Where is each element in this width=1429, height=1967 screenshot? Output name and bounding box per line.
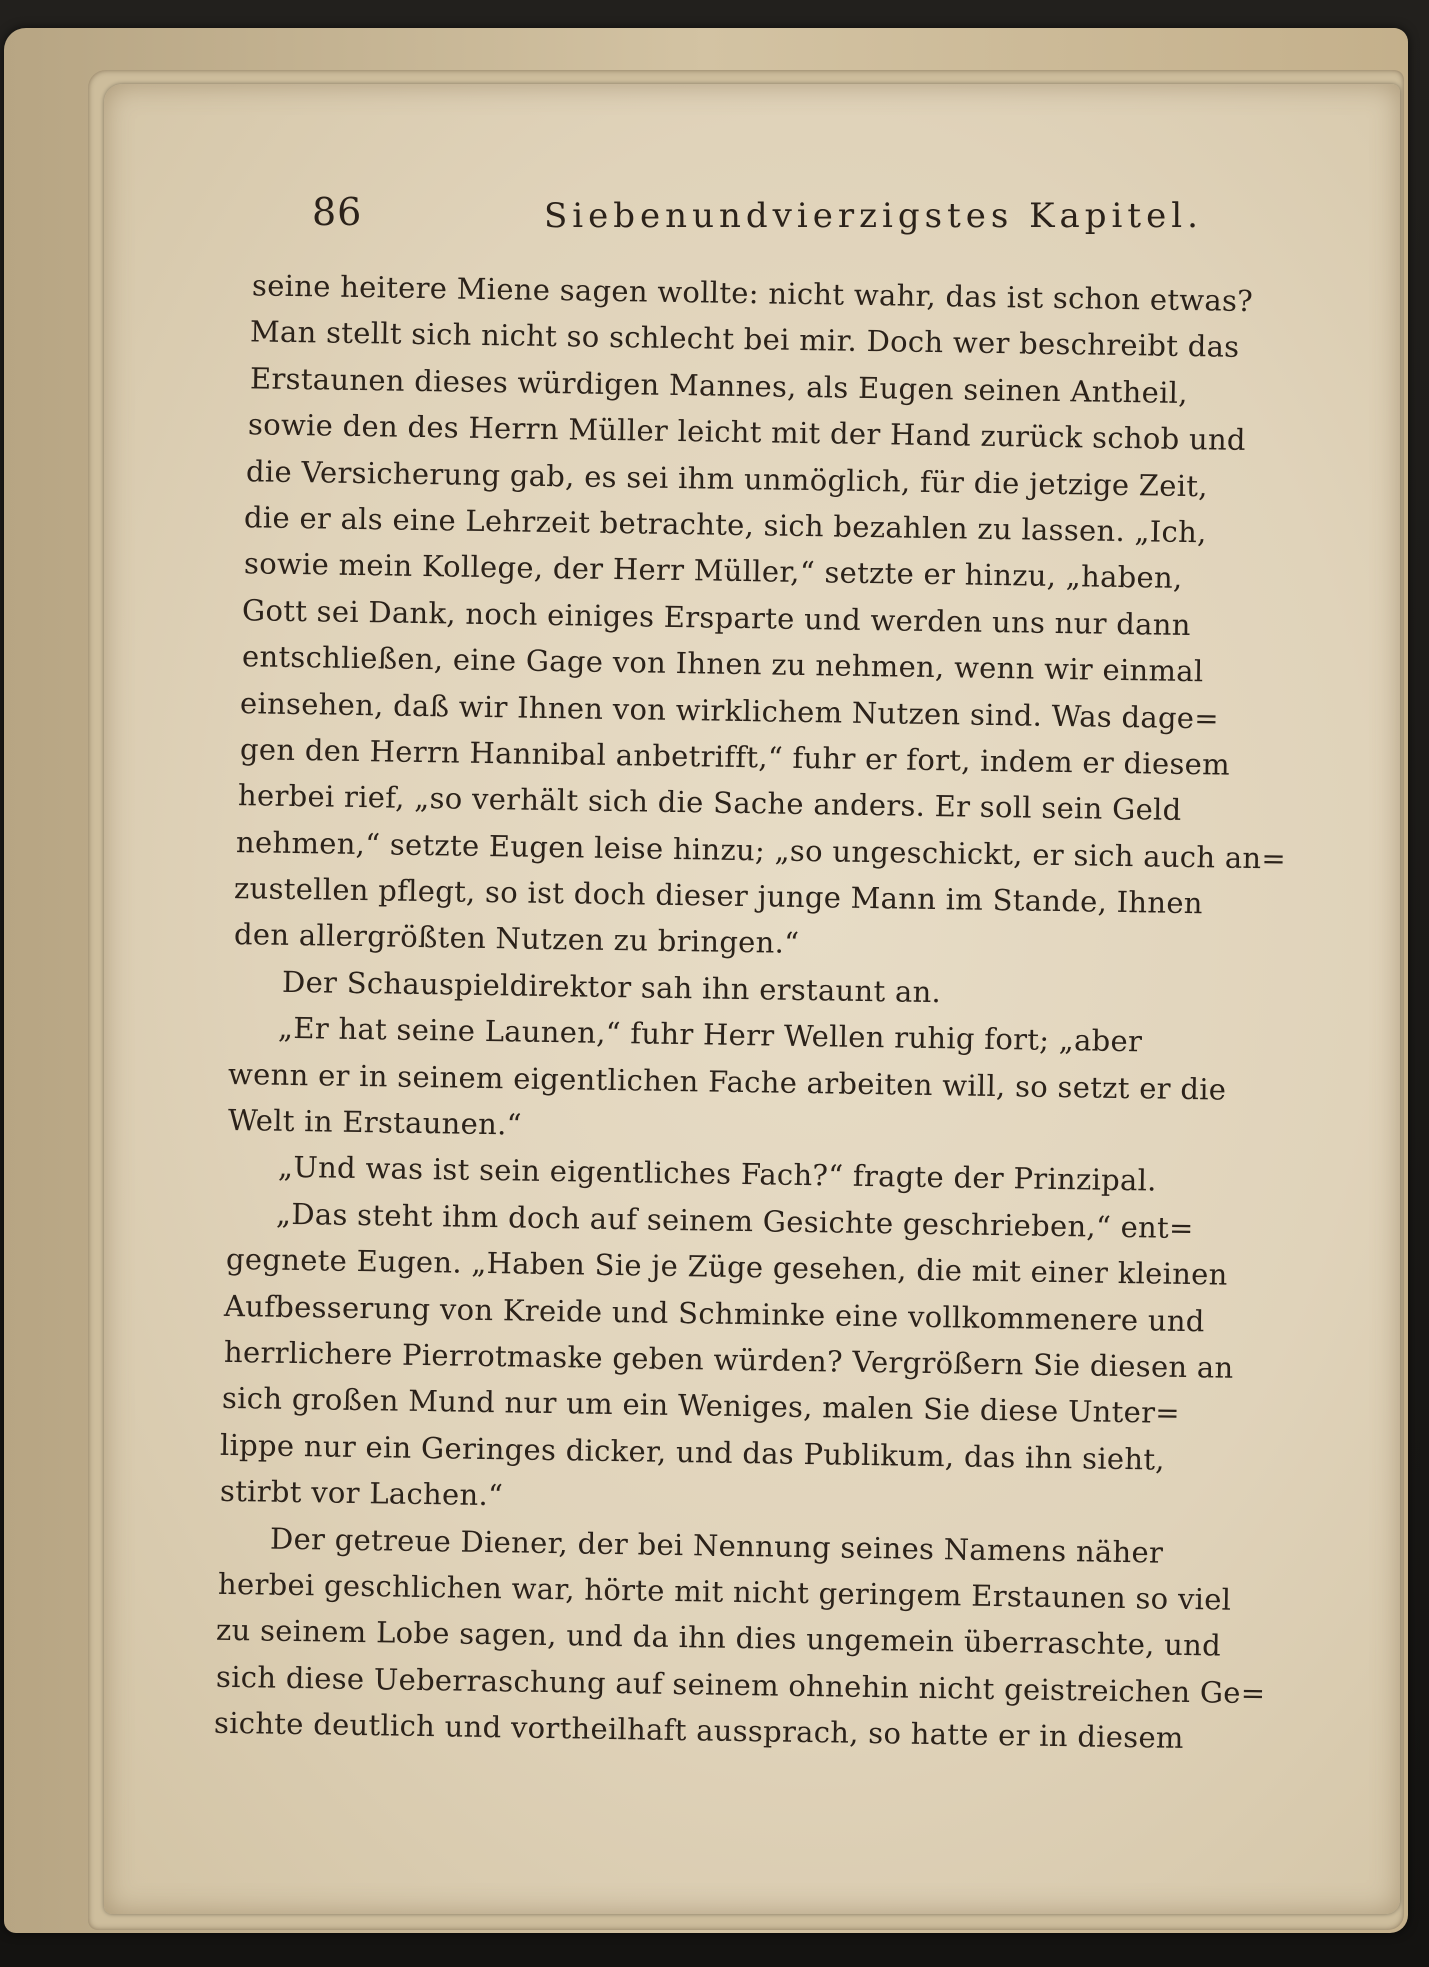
text-line: zu seinem Lobe sagen, und da ihn dies ungemein überraschte, und <box>215 1613 1222 1663</box>
text-line: „Das steht ihm doch auf seinem Gesichte geschrieben,“ ent= <box>275 1196 1194 1245</box>
text-line: zustellen pflegt, so ist doch dieser junge Mann im Stande, Ihnen <box>233 871 1204 921</box>
text-line: „Und was ist sein eigentliches Fach?“ fragte der Prinzipal. <box>277 1150 1157 1198</box>
text-line: Erstaunen dieses würdigen Mannes, als Eugen seinen Antheil, <box>249 361 1189 410</box>
text-line: Gott sei Dank, noch einiges Ersparte und werden uns nur dann <box>241 592 1191 642</box>
text-line: die er als eine Lehrzeit betrachte, sich bezahlen zu lassen. „Ich, <box>243 500 1207 550</box>
text-line: stirbt vor Lachen.“ <box>219 1474 504 1513</box>
text-line: wenn er in seinem eigentlichen Fache arbeiten will, so setzt er die <box>227 1056 1227 1107</box>
text-line: sichte deutlich und vortheilhaft aussprach, so hatte er in diesem <box>213 1705 1185 1756</box>
text-line: Aufbesserung von Kreide und Schminke eine vollkommenere und <box>223 1288 1205 1338</box>
text-line: einsehen, daß wir Ihnen von wirklichem Nutzen sind. Was dage= <box>239 685 1220 736</box>
text-line: sich diese Ueberraschung auf seinem ohnehin nicht geistreichen Ge= <box>215 1659 1266 1710</box>
text-line: die Versicherung gab, es sei ihm unmöglich, für die jetzige Zeit, <box>245 453 1209 503</box>
text-line: gegnete Eugen. „Haben Sie je Züge gesehen, die mit einer kleinen <box>225 1242 1228 1292</box>
text-line: Der getreue Diener, der bei Nennung seines Namens näher <box>269 1521 1164 1570</box>
text-line: Welt in Erstaunen.“ <box>227 1103 523 1142</box>
text-line: herbei geschlichen war, hörte mit nicht geringem Erstaunen so viel <box>217 1566 1232 1617</box>
text-line: sowie mein Kollege, der Herr Müller,“ setzte er hinzu, „haben, <box>243 546 1183 596</box>
running-head <box>174 190 1304 270</box>
text-line: Man stellt sich nicht so schlecht bei mir. Doch wer beschreibt das <box>249 314 1240 365</box>
text-line: sowie den des Herrn Müller leicht mit der Hand zurück schob und <box>247 407 1247 458</box>
page-number: 86 <box>312 190 363 234</box>
chapter-title: Siebenundvierzigstes Kapitel. <box>544 196 1203 236</box>
text-line: Der Schauspieldirektor sah ihn erstaunt an. <box>281 964 942 1010</box>
text-line: „Er hat seine Launen,“ fuhr Herr Wellen ruhig fort; „aber <box>277 1011 1143 1059</box>
text-line: herrlichere Pierrotmaske geben würden? Vergrößern Sie diesen an <box>223 1334 1234 1385</box>
text-line: nehmen,“ setzte Eugen leise hinzu; „so ungeschickt, er sich auch an= <box>235 824 1287 876</box>
text-line: lippe nur ein Geringes dicker, und das Publikum, das ihn sieht, <box>219 1427 1166 1477</box>
text-line: gen den Herrn Hannibal anbetrifft,“ fuhr er fort, indem er diesem <box>239 732 1231 782</box>
text-line: sich großen Mund nur um ein Weniges, malen Sie diese Unter= <box>221 1381 1181 1431</box>
page-text-block <box>174 190 1304 1755</box>
text-line: entschließen, eine Gage von Ihnen zu nehmen, wenn wir einmal <box>241 639 1204 689</box>
text-line: den allergrößten Nutzen zu bringen.“ <box>233 917 800 961</box>
text-line: herbei rief, „so verhält sich die Sache anders. Er soll sein Geld <box>237 778 1182 828</box>
text-line: seine heitere Miene sagen wollte: nicht wahr, das ist schon etwas? <box>251 268 1254 319</box>
